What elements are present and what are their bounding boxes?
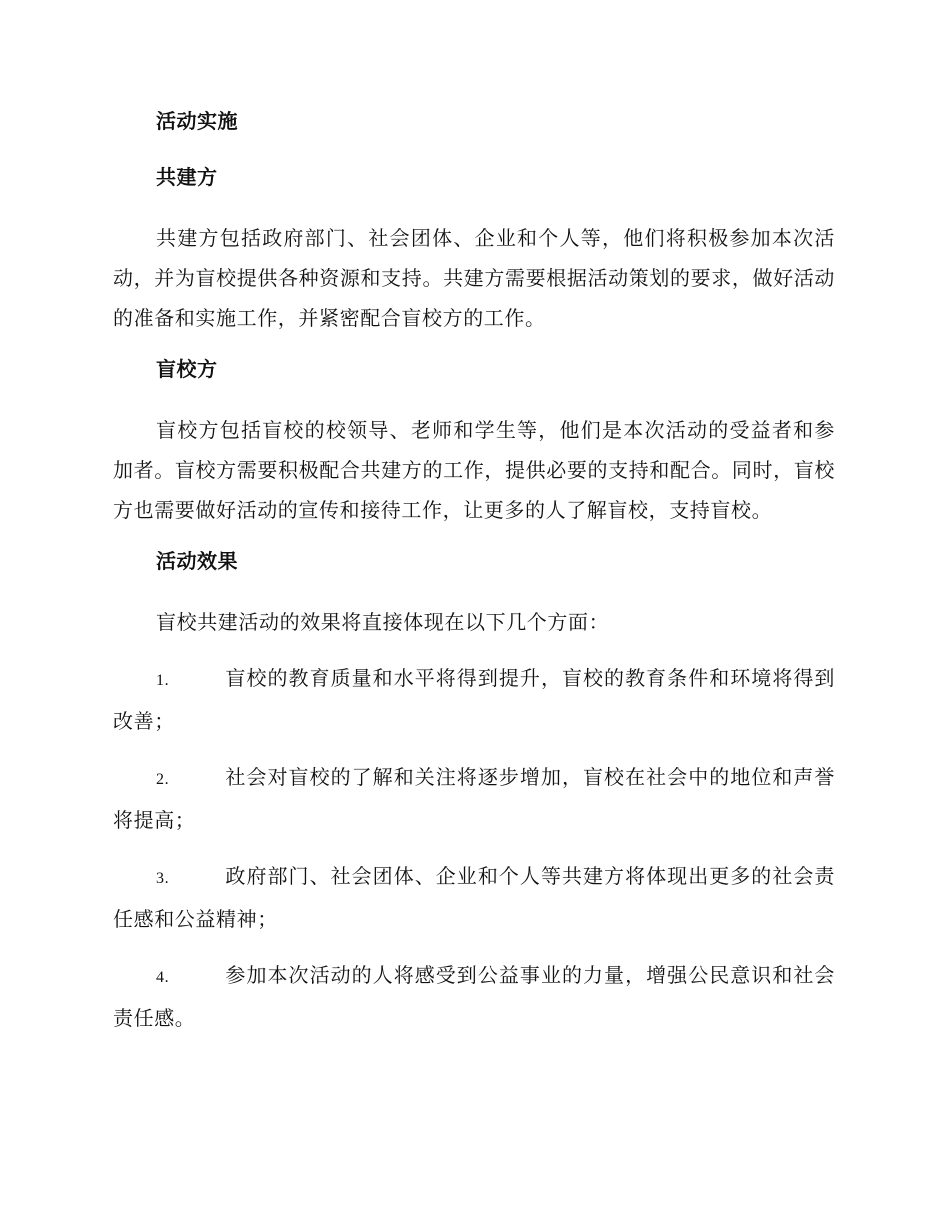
paragraph-co-builders: 共建方包括政府部门、社会团体、企业和个人等，他们将积极参加本次活动，并为盲校提供各种资源和支持。共建方需要根据活动策划的要求，做好活动的准备和实施工作，并紧密配合盲校方的工作。 <box>113 226 835 330</box>
list-item-number: 4. <box>156 969 170 986</box>
heading-effects: 活动效果 <box>156 549 238 573</box>
list-item <box>113 757 835 840</box>
list-item <box>113 955 835 1038</box>
list-item-text: 参加本次活动的人将感受到公益事业的力量，增强公民意识和社会责任感。 <box>113 963 835 1030</box>
list-item-number: 3. <box>156 870 170 887</box>
list-item <box>113 856 835 939</box>
list-item-text: 政府部门、社会团体、企业和个人等共建方将体现出更多的社会责任感和公益精神； <box>113 864 835 931</box>
list-item <box>113 658 835 741</box>
list-item-text: 盲校的教育质量和水平将得到提升，盲校的教育条件和环境将得到改善； <box>113 666 835 733</box>
heading-implementation: 活动实施 <box>156 109 238 133</box>
paragraph-school: 盲校方包括盲校的校领导、老师和学生等，他们是本次活动的受益者和参加者。盲校方需要积极配合共建方的工作，提供必要的支持和配合。同时，盲校方也需要做好活动的宣传和接待工作，让更多的人了解盲校，支持盲校。 <box>113 418 835 522</box>
document-page <box>113 106 835 1054</box>
list-item-number: 2. <box>156 771 170 788</box>
list-item-number: 1. <box>156 672 170 689</box>
heading-school: 盲校方 <box>156 357 218 381</box>
list-item-text: 社会对盲校的了解和关注将逐步增加，盲校在社会中的地位和声誉将提高； <box>113 765 835 832</box>
paragraph-effects-intro: 盲校共建活动的效果将直接体现在以下几个方面： <box>156 610 610 634</box>
heading-co-builders: 共建方 <box>156 165 218 189</box>
